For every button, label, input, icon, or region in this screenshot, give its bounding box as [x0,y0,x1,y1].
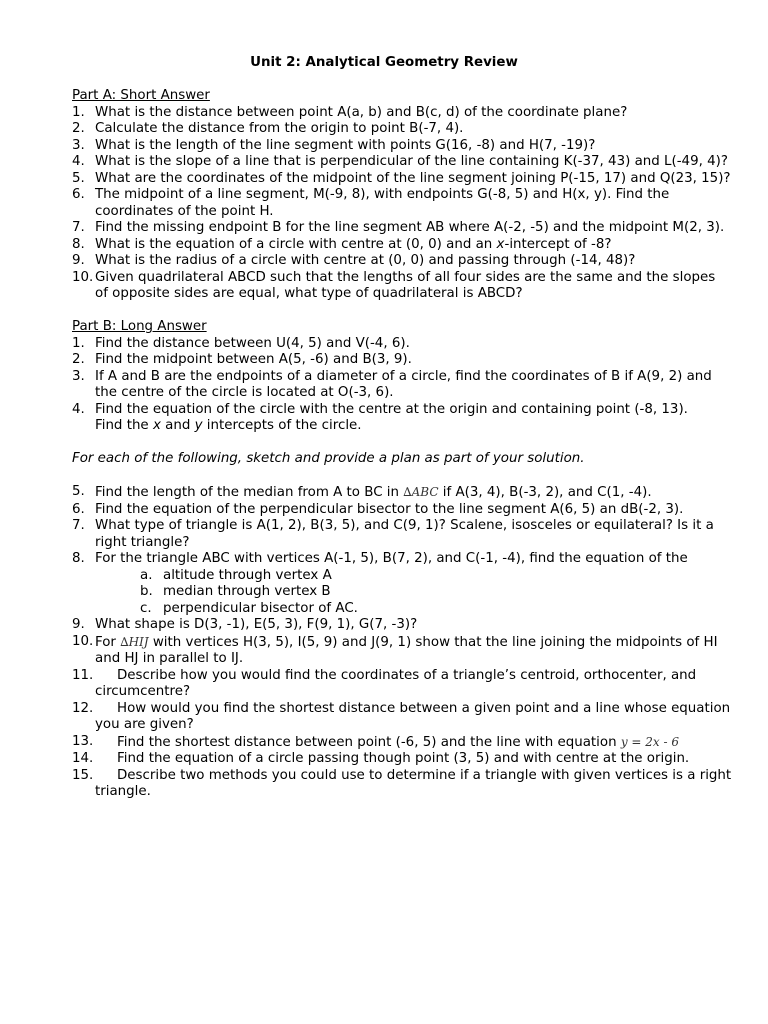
list-item: 8. What is the equation of a circle with centre at (0, 0) and an x-intercept of -8? [72,236,612,252]
list-item: 3. If A and B are the endpoints of a diameter of a circle, find the coordinates of B if A(9, 2) and the centre of the circle is located at O(-3, 6). [72,368,712,400]
list-item: 15. Describe two methods you could use to determine if a triangle with given vertices is a right triangle. [72,767,732,799]
triangle-hij-math: ∆HIJ [120,634,149,649]
sub-list [72,568,732,618]
part-b-heading: Part B: Long Answer [72,319,207,334]
list-item: 3. What is the length of the line segment with points G(16, -8) and H(7, -19)? [72,137,596,153]
list-item: 12. How would you find the shortest distance between a given point and a line whose equation you are given? [72,700,731,732]
list-item: 14. Find the equation of a circle passing though point (3, 5) and with centre at the origin. [72,751,690,766]
document-body [72,88,732,801]
list-item: 1. Find the distance between U(4, 5) and V(-4, 6). [72,335,410,351]
list-item: 9. What is the radius of a circle with centre at (0, 0) and passing through (-14, 48)? [72,253,636,268]
sub-list-item: c. perpendicular bisector of AC. [140,600,358,616]
list-item: 7. What type of triangle is A(1, 2), B(3, 5), and C(9, 1)? Scalene, isosceles or equilateral? Is it a right triangle? [72,518,714,550]
list-item: 10. For ∆HIJ with vertices H(3, 5), I(5, 9) and J(9, 1) show that the line joining the midpoints of HI and HJ in parallel to IJ. [72,633,718,666]
part-a-heading: Part A: Short Answer [72,88,210,103]
list-item: 5. Find the length of the median from A to BC in ∆ABC if A(3, 4), B(-3, 2), and C(1, -4). [72,484,652,500]
list-item: 7. Find the missing endpoint B for the line segment AB where A(-2, -5) and the midpoint M(2, 3). [72,220,725,235]
line-equation-math: y = 2x - 6 [620,734,680,749]
list-item: 1. What is the distance between point A(a, b) and B(c, d) of the coordinate plane? [72,104,628,120]
list-item: 6. The midpoint of a line segment, M(-9, 8), with endpoints G(-8, 5) and H(x, y). Find the coordinates of the point H. [72,187,670,219]
list-item: 4. What is the slope of a line that is perpendicular of the line containing K(-37, 43) and L(-49, 4)? [72,154,728,169]
list-item: 2. Calculate the distance from the origin to point B(-7, 4). [72,121,464,136]
list-item: 13. Find the shortest distance between point (-6, 5) and the line with equation y = 2x - 6 [72,733,680,750]
part-b-list-end [72,617,732,801]
part-b-list-continued [72,484,732,568]
part-a-list [72,105,732,303]
triangle-abc-math: ∆ABC [403,485,439,499]
list-item: 5. What are the coordinates of the midpoint of the line segment joining P(-15, 17) and Q(23, 15)? [72,170,731,186]
list-item: 2. Find the midpoint between A(5, -6) and B(3, 9). [72,352,412,367]
sub-list-item: b. median through vertex B [140,584,331,599]
page-title: Unit 2: Analytical Geometry Review [250,55,518,70]
sub-list-item: a. altitude through vertex A [140,567,332,583]
part-b-list [72,336,732,435]
instruction-text: For each of the following, sketch and provide a plan as part of your solution. [72,451,585,466]
list-item: 9. What shape is D(3, -1), E(5, 3), F(9, 1), G(7, -3)? [72,617,418,632]
list-item: 8. For the triangle ABC with vertices A(-1, 5), B(7, 2), and C(-1, -4), find the equation of the [72,551,688,566]
list-item: 10. Given quadrilateral ABCD such that the lengths of all four sides are the same and the slopes of opposite sides are equal, what type of quadrilateral is ABCD? [72,269,716,301]
list-item: 6. Find the equation of the perpendicular bisector to the line segment A(6, 5) an dB(-2, 3). [72,501,684,517]
list-item: 4. Find the equation of the circle with the centre at the origin and containing point (-8, 13). Find the x and y intercepts of the circle. [72,401,688,433]
list-item: 11. Describe how you would find the coordinates of a triangle’s centroid, orthocenter, and circumcentre? [72,667,697,699]
